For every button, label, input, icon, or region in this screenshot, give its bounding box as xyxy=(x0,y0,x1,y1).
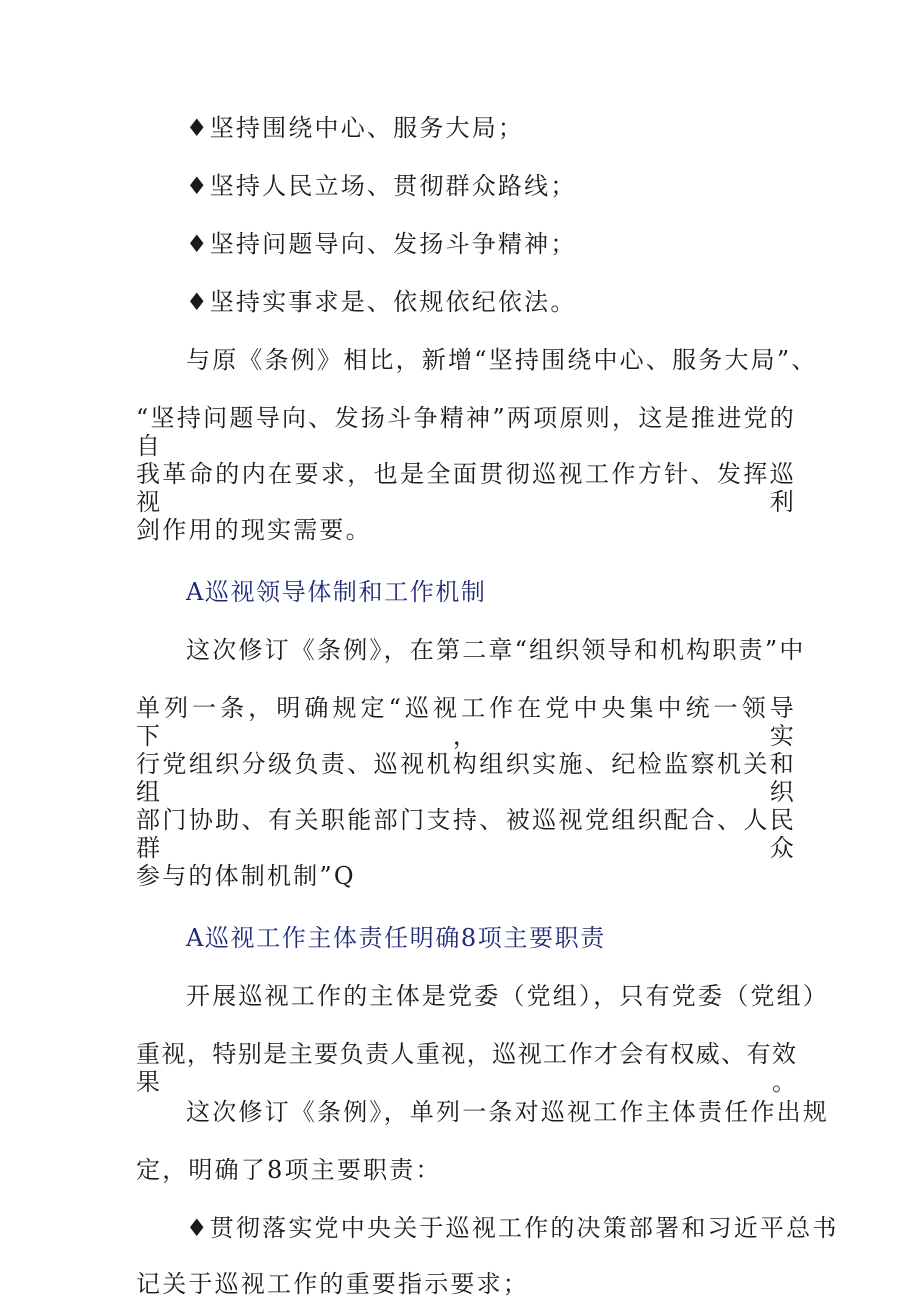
paragraph-line: 剑作用的现实需要。 xyxy=(136,516,372,544)
paragraph-line: 这次修订《条例》，在第二章“组织领导和机构职责”中 xyxy=(186,636,806,664)
paragraph-line: 重视，特别是主要负责人重视，巡视工作才会有权威、有效果。 xyxy=(136,1040,796,1096)
paragraph-line: 开展巡视工作的主体是党委（党组），只有党委（党组） xyxy=(186,982,829,1010)
section-heading: A巡视工作主体责任明确8项主要职责 xyxy=(186,924,606,952)
paragraph-line: 我革命的内在要求，也是全面贯彻巡视工作方针、发挥巡视利 xyxy=(136,460,796,516)
paragraph-line: 部门协助、有关职能部门支持、被巡视党组织配合、人民群众 xyxy=(136,806,796,862)
bullet-item: 记关于巡视工作的重要指示要求； xyxy=(136,1270,529,1298)
paragraph-line: 这次修订《条例》，单列一条对巡视工作主体责任作出规 xyxy=(186,1098,829,1126)
paragraph-line: 单列一条，明确规定“巡视工作在党中央集中统一领导下，实 xyxy=(136,694,796,750)
paragraph-line: 定，明确了8项主要职责： xyxy=(136,1156,442,1184)
bullet-item: ♦坚持围绕中心、服务大局； xyxy=(186,114,525,142)
bullet-item: ♦坚持人民立场、贯彻群众路线； xyxy=(186,172,577,200)
bullet-item: ♦坚持实事求是、依规依纪依法。 xyxy=(186,288,577,316)
section-heading: A巡视领导体制和工作机制 xyxy=(186,578,487,606)
bullet-item: ♦坚持问题导向、发扬斗争精神； xyxy=(186,230,577,258)
paragraph-line: 参与的体制机制”Q xyxy=(136,862,356,890)
bullet-item: ♦贯彻落实党中央关于巡视工作的决策部署和习近平总书 xyxy=(186,1214,839,1242)
paragraph-line: “坚持问题导向、发扬斗争精神”两项原则，这是推进党的自 xyxy=(136,404,796,460)
paragraph-line: 行党组织分级负责、巡视机构组织实施、纪检监察机关和组织 xyxy=(136,750,796,806)
paragraph-line: 与原《条例》相比，新增“坚持围绕中心、服务大局”、 xyxy=(186,346,818,374)
